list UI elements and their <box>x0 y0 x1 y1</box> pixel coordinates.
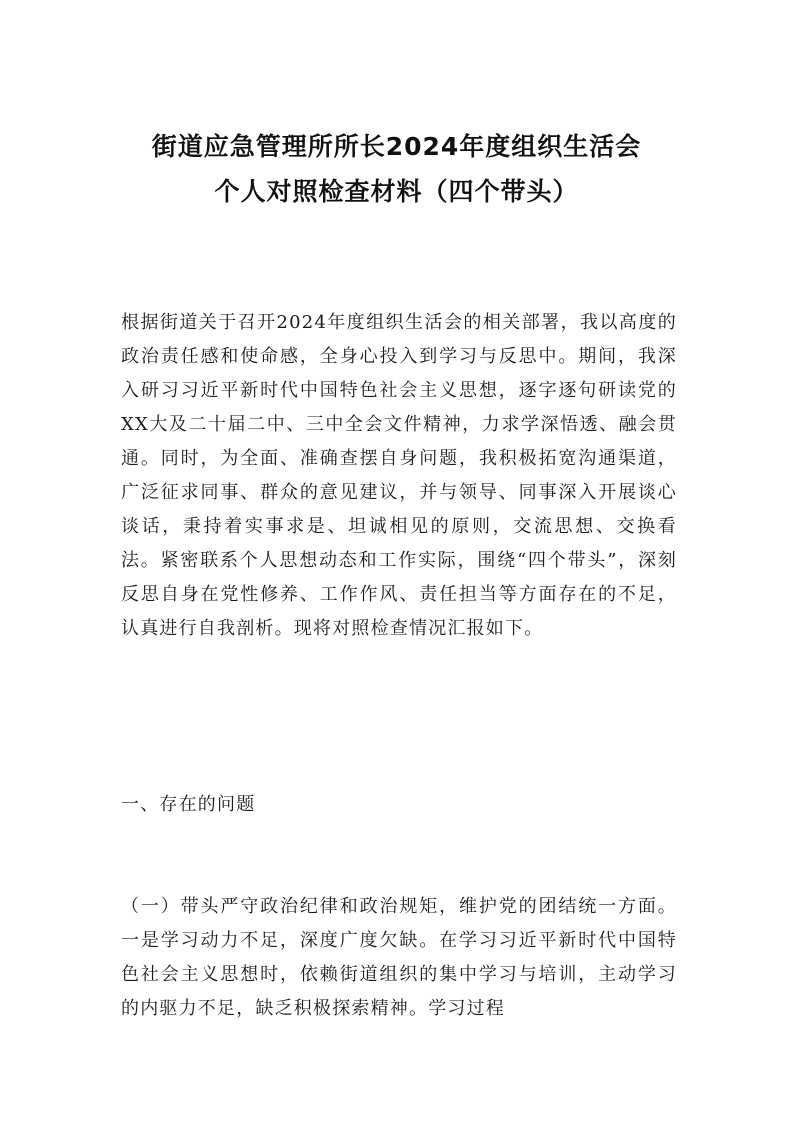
section-heading-problems: 一、存在的问题 <box>121 794 256 815</box>
subsection-paragraph-political-discipline: （一）带头严守政治纪律和政治规矩，维护党的团结统一方面。一是学习动力不足，深度广度欠缺。在学习习近平新时代中国特色社会主义思想时，依赖街道组织的集中学习与培训，主动学习的内驱力不足，缺乏积极探索精神。学习过程 <box>121 896 677 1019</box>
intro-paragraph: 根据街道关于召开2024年度组织生活会的相关部署，我以高度的政治责任感和使命感，全身心投入到学习与反思中。期间，我深入研习习近平新时代中国特色社会主义思想，逐字逐句研读党的XX大及二十届二中、三中全会文件精神，力求学深悟透、融会贯通。同时，为全面、准确查摆自身问题，我积极拓宽沟通渠道，广泛征求同事、群众的意见建议，并与领导、同事深入开展谈心谈话，秉持着实事求是、坦诚相见的原则，交流思想、交换看法。紧密联系个人思想动态和工作实际，围绕“四个带头”，深刻反思自身在党性修养、工作作风、责任担当等方面存在的不足，认真进行自我剖析。现将对照检查情况汇报如下。 <box>121 312 677 639</box>
document-title-line-1: 街道应急管理所所长2024年度组织生活会 <box>151 132 642 161</box>
document-title-line-2: 个人对照检查材料（四个带头） <box>214 177 579 206</box>
